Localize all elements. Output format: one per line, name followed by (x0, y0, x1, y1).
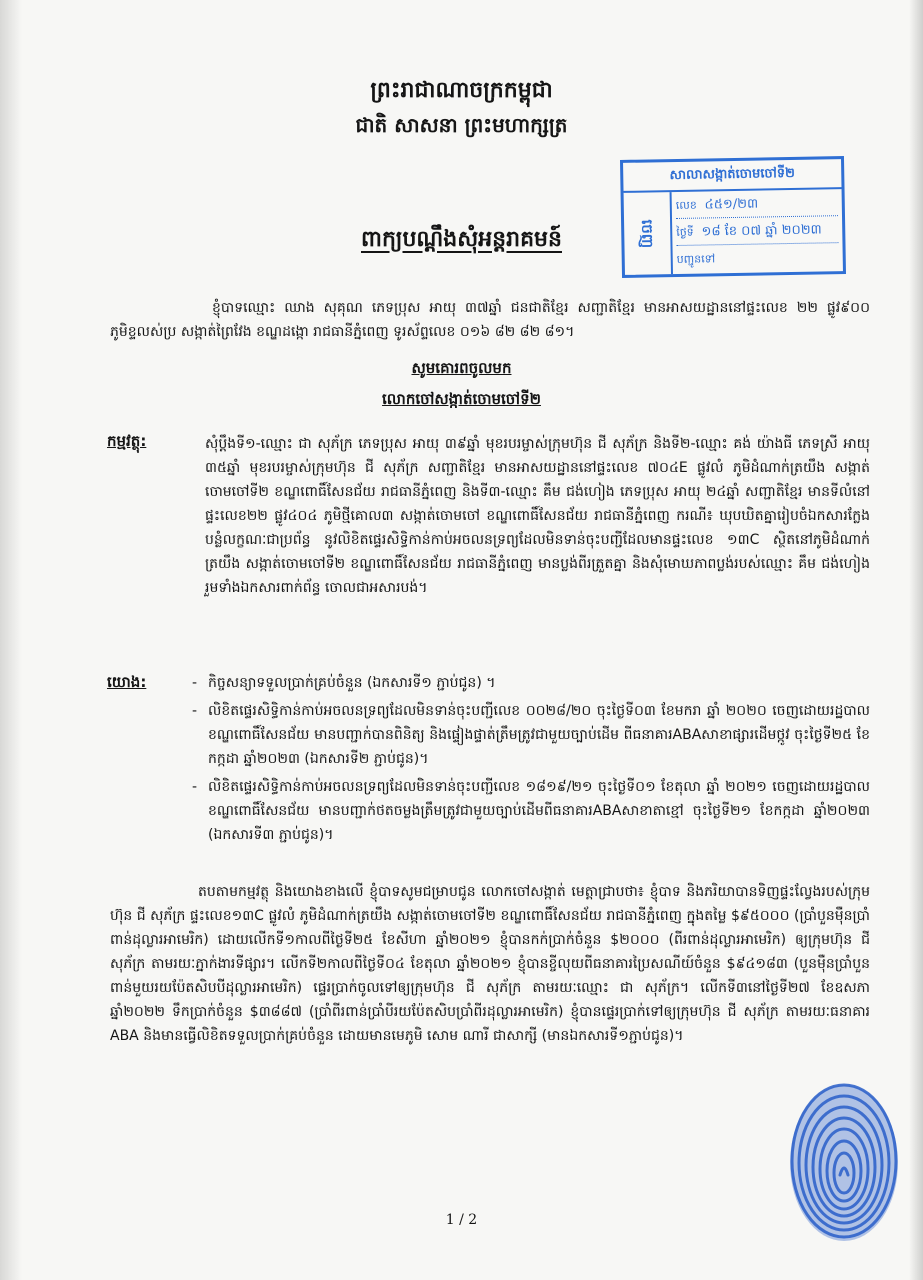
national-motto: ជាតិ សាសនា ព្រះមហាក្សត្រ (355, 113, 568, 137)
page-shadow-right (909, 0, 923, 1280)
document-title: ពាក្យបណ្តឹងសុំអន្តរាគមន៍ (361, 226, 562, 252)
body-paragraph: តបតាមកម្មវត្ថុ និងយោងខាងលើ ខ្ញុំបាទសូមជម្រាបជូន លោកចៅសង្កាត់ មេត្តាជ្រាបថា៖ ខ្ញុំបាទ និងភរិយាបានទិញផ្ទះល្វែងរបស់ក្រុមហ៊ុន ជី សុភ័ក្រ ផ្ទះលេខ១៣C ផ្លូវលំ ភូមិដំណាក់ត្រយឹង សង្កាត់ចោមចៅទី២ ខណ្ឌពោធិ៍សែនជ័យ រាជធានីភ្នំពេញ ក្នុងតម្លៃ $៩៥០០០ (ប្រាំបួនម៉ឺនប្រាំពាន់ដុល្លារអាមេរិក) ដោយលើកទី១កាលពីថ្ងៃទី២៥ ខែសីហា ឆ្នាំ២០២១ ខ្ញុំបានកក់ប្រាក់ចំនួន $២០០០ (ពីរពាន់ដុល្លារអាមេរិក) ឲ្យក្រុមហ៊ុន ជី សុភ័ក្រ តាមរយៈភ្នាក់ងារទីផ្សារ។ លើកទី២កាលពីថ្ងៃទី០៤ ខែតុលា ឆ្នាំ២០២១ ខ្ញុំបានខ្ចីលុយពីធនាគារប្រៃសណីយ៍ចំនួន $៩៤១៨៣ (បួនម៉ឺនប្រាំបួនពាន់មួយរយប៉ែតសិបបីដុល្លារអាមេរិក) ផ្ទេរប្រាក់ចូលទៅឲ្យក្រុមហ៊ុន ជី សុភ័ក្រ តាមរយៈឈ្មោះ ជា សុភ័ក្រ។ លើកទី៣នៅថ្ងៃទី២៧ ខែឧសភា ឆ្នាំ២០២២ ទឹកប្រាក់ចំនួន $៣៨៨៧ (ប្រាំពីរពាន់ប្រាំបីរយប៉ែតសិបប្រាំពីរដុល្លារអាមេរិក) ខ្ញុំបានផ្ទេរប្រាក់ទៅឲ្យក្រុមហ៊ុន ជី សុភ័ក្រ តាមរយៈធនាគារ ABA និងមានធ្វើលិខិតទទួលប្រាក់គ្រប់ចំនួន ដោយមានមេភូមិ សោម ណារី ជាសាក្សី (មានឯកសារទី១ភ្ជាប់ជូន)។ (110, 884, 870, 1044)
stamp-date-label: ថ្ងៃទី (676, 225, 694, 239)
reference-item: - លិខិតផ្ទេរសិទ្ធិកាន់កាប់អចលនទ្រព្យដែលមិនទាន់ចុះបញ្ជីលេខ ១៨១៩/២១ ចុះថ្ងៃទី០១ ខែតុលា ឆ្នាំ ២០២១ ចេញដោយរដ្ឋបាលខណ្ឌពោធិ៍សែនជ័យ មានបញ្ជាក់ថតចម្លងត្រឹមត្រូវជាមួយច្បាប់ដើមពីធនាគារABAសាខាតាខ្មៅ ចុះថ្ងៃទី២១ ខែកក្កដា ឆ្នាំ២០២៣ (ឯកសារទី៣ ភ្ជាប់ជូន)។ (190, 775, 870, 847)
stamp-number-value: ៤៥១/២៣ (704, 196, 759, 213)
salutation: សូមគោរពចូលមក (411, 359, 512, 377)
stamp-row-number (676, 189, 838, 219)
reference-item: - កិច្ចសន្យាទទួលប្រាក់គ្រប់ចំនួន (ឯកសារទី១ ភ្ជាប់ជូន) ។ (190, 671, 870, 695)
subject-text: សុំប្ដឹងទី១-ឈ្មោះ ជា សុភ័ក្រ ភេទប្រុស អាយុ ៣៩ឆ្នាំ មុខរបរម្ចាស់ក្រុមហ៊ុន ជី សុភ័ក្រ និងទី២-ឈ្មោះ គង់ យ៉ាងធី ភេទស្រី អាយុ ៣៥ឆ្នាំ មុខរបរម្ចាស់ក្រុមហ៊ុន ជី សុភ័ក្រ សញ្ជាតិខ្មែរ មានអាសយដ្ឋាននៅផ្ទះលេខ ៧០៤E ផ្លូវលំ ភូមិដំណាក់ត្រយឹង សង្កាត់ចោមចៅទី២ ខណ្ឌពោធិ៍សែនជ័យ រាជធានីភ្នំពេញ និងទី៣-ឈ្មោះ គឹម ជង់ហៀង ភេទប្រុស អាយុ ២៤ឆ្នាំ សញ្ជាតិខ្មែរ មានទីលំនៅផ្ទះលេខ២២ ផ្លូវ៤០៤ ភូមិថ្មីគោល៣ សង្កាត់ចោមចៅ ខណ្ឌពោធិ៍សែនជ័យ រាជធានីភ្នំពេញ ករណី៖ ឃុបឃិតគ្នារៀបចំឯកសារក្លែងបន្លំលក្ខណៈជាប្រព័ន្ធ នូវលិខិតផ្ទេរសិទ្ធិកាន់កាប់អចលនទ្រព្យដែលមិនទាន់ចុះបញ្ជីដែលមានផ្ទះលេខ ១៣C ស្ថិតនៅភូមិដំណាក់ត្រយឹង សង្កាត់ចោមចៅទី២ ខណ្ឌពោធិ៍សែនជ័យ រាជធានីភ្នំពេញ មានប្លង់ពីរត្រួតគ្នា និងសុំមោឃភាពប្លង់របស់ឈ្មោះ គឹម ជង់ហៀង រួមទាំងឯកសារពាក់ព័ន្ធ ចោលជាអសារបង់។ (205, 436, 870, 596)
reference-label: យោង: (107, 673, 147, 691)
stamp-number-label: លេខ (675, 198, 697, 212)
stamp-date-value: ១៨ ខែ ០៧ ឆ្នាំ ២០២៣ (701, 222, 822, 240)
subject-label: កម្មវត្ថុ: (107, 432, 147, 450)
reference-list (190, 671, 870, 851)
addressee: លោកចៅសង្កាត់ចោមចៅទី២ (382, 390, 541, 408)
reference-item: - លិខិតផ្ទេរសិទ្ធិកាន់កាប់អចលនទ្រព្យដែលមិនទាន់ចុះបញ្ជីលេខ ០០២៨/២០ ចុះថ្ងៃទី០៣ ខែមករា ឆ្នាំ ២០២០ ចេញដោយរដ្ឋបាលខណ្ឌពោធិ៍សែនជ័យ មានបញ្ជាក់បានពិនិត្យ និងផ្ទៀងផ្ទាត់ត្រឹមត្រូវជាមួយច្បាប់ដើម ពីធនាគារABAសាខាផ្សារដើមថ្កូវ ចុះថ្ងៃទី២៥ ខែកក្កដា ឆ្នាំ២០២៣ (ឯកសារទី២ ភ្ជាប់ជូន)។ (190, 699, 870, 771)
stamp-forward-label: បញ្ជូនទៅ (676, 252, 716, 266)
stamp-side-label: ចេញ (624, 192, 673, 275)
kingdom-heading: ព្រះរាជាណាចក្រកម្ពុជា (370, 77, 553, 103)
stamp-office: សាលាសង្កាត់ចោមចៅទី២ (623, 159, 841, 193)
page-shadow-left (0, 0, 22, 1280)
received-stamp (620, 156, 846, 278)
complainant-intro: ខ្ញុំបាទឈ្មោះ ឈាង សុគុណ ភេទប្រុស អាយុ ៣៧ឆ្នាំ ជនជាតិខ្មែរ សញ្ជាតិខ្មែរ មានអាសយដ្ឋាននៅផ្ទះលេខ ២២ ផ្លូវ៩០០ ភូមិខ្ទលស់ប្រ សង្កាត់ព្រៃវែង ខណ្ឌដង្កោ រាជធានីភ្នំពេញ ទូរស័ព្ទលេខ ០១៦ ៨២ ៨២ ៨១។ (110, 300, 870, 340)
page-number: 1 / 2 (445, 1212, 478, 1228)
